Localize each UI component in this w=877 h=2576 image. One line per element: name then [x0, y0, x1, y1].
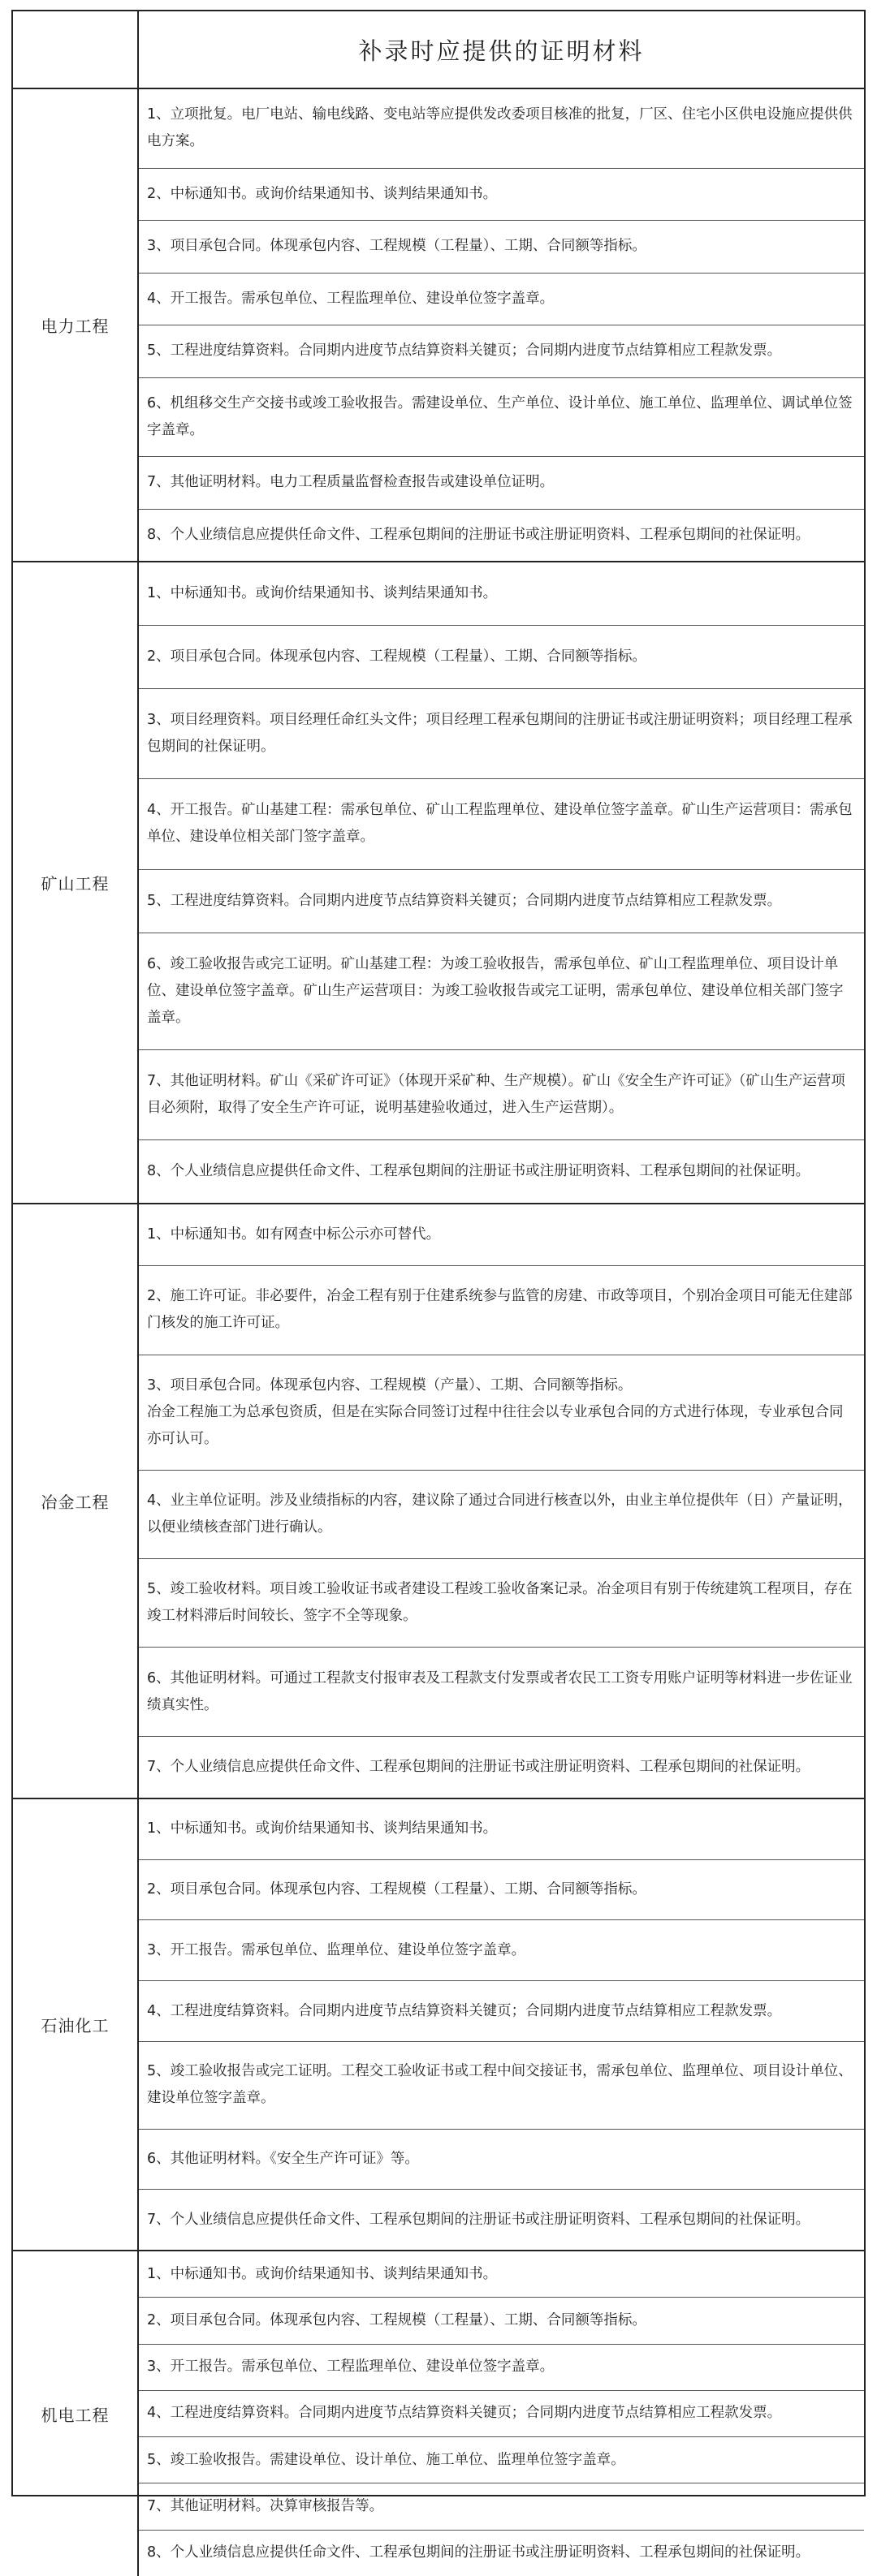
- requirement-list: [139, 1799, 864, 2250]
- requirement-text: 6、机组移交生产交接书或竣工验收报告。需建设单位、生产单位、设计单位、施工单位、监理单位、调试单位签字盖章。: [147, 394, 853, 438]
- requirement-cell: [139, 1860, 864, 1921]
- requirement-cell: [139, 1355, 864, 1471]
- requirement-cell: [139, 2251, 864, 2298]
- requirement-text: 3、项目经理资料。项目经理任命红头文件；项目经理工程承包期间的注册证书或注册证明资料；项目经理工程承包期间的社保证明。: [147, 712, 853, 756]
- section-row: [13, 562, 864, 1204]
- requirement-text: 5、工程进度结算资料。合同期内进度节点结算资料关键页；合同期内进度节点结算相应工程款发票。: [147, 892, 782, 909]
- requirement-cell: [139, 870, 864, 933]
- requirement-text: 8、个人业绩信息应提供任命文件、工程承包期间的注册证书或注册证明资料、工程承包期间的社保证明。: [147, 1162, 810, 1179]
- section-row: [13, 1204, 864, 1799]
- requirement-cell: [139, 1737, 864, 1798]
- requirement-cell: [139, 1920, 864, 1981]
- requirement-text: 4、工程进度结算资料。合同期内进度节点结算资料关键页；合同期内进度节点结算相应工程款发票。: [147, 2405, 782, 2422]
- requirement-text: 3、开工报告。需承包单位、监理单位、建设单位签字盖章。: [147, 1941, 526, 1958]
- requirement-cell: [139, 1204, 864, 1266]
- requirement-text: 1、中标通知书。或询价结果通知书、谈判结果通知书。: [147, 585, 498, 602]
- requirement-cell: [139, 1559, 864, 1648]
- requirement-text: 7、其他证明材料。矿山《采矿许可证》（体现开采矿种、生产规模）。矿山《安全生产许可证》（矿山生产运营项目必须附，取得了安全生产许可证，说明基建验收通过，进入生产运营期）。: [147, 1072, 845, 1116]
- category-cell: 机电工程: [13, 2251, 139, 2576]
- requirement-text: 6、竣工验收报告或完工证明。矿山基建工程：为竣工验收报告，需承包单位、矿山工程监理单位、项目设计单位、建设单位签字盖章。矿山生产运营项目：为竣工验收报告或完工证明，需承包单位、建设单位相关部门签字盖章。: [147, 955, 844, 1026]
- requirement-text: 4、业主单位证明。涉及业绩指标的内容，建议除了通过合同进行核查以外，由业主单位提供年（日）产量证明，以便业绩核查部门进行确认。: [147, 1492, 853, 1536]
- requirement-text: 3、项目承包合同。体现承包内容、工程规模（产量）、工期、合同额等指标。: [147, 1376, 633, 1394]
- table-body: [13, 89, 864, 2576]
- requirement-cell: [139, 2042, 864, 2130]
- requirement-cell: [139, 274, 864, 326]
- requirement-cell: [139, 1266, 864, 1355]
- requirement-cell: [139, 2130, 864, 2190]
- requirement-cell: [139, 1648, 864, 1736]
- requirement-text: 2、施工许可证。非必要件，冶金工程有别于住建系统参与监管的房建、市政等项目，个别冶金项目可能无住建部门核发的施工许可证。: [147, 1288, 853, 1332]
- requirement-cell: [139, 378, 864, 458]
- requirement-cell: [139, 2345, 864, 2391]
- requirement-cell: [139, 325, 864, 378]
- requirement-text: 冶金工程施工为总承包资质，但是在实际合同签订过程中往往会以专业承包合同的方式进行体现，专业承包合同亦可认可。: [147, 1403, 844, 1447]
- requirement-text: 7、个人业绩信息应提供任命文件、工程承包期间的注册证书或注册证明资料、工程承包期间的社保证明。: [147, 2211, 810, 2228]
- category-cell: 石油化工: [13, 1799, 139, 2250]
- category-cell: 电力工程: [13, 89, 139, 561]
- requirement-text: 5、竣工验收报告或完工证明。工程交工验收证书或工程中间交接证书，需承包单位、监理单位、项目设计单位、建设单位签字盖章。: [147, 2063, 853, 2107]
- requirement-text: 2、中标通知书。或询价结果通知书、谈判结果通知书。: [147, 185, 498, 202]
- requirement-cell: [139, 510, 864, 562]
- requirement-cell: [139, 457, 864, 510]
- requirement-text: 1、中标通知书。如有网查中标公示亦可替代。: [147, 1226, 441, 1243]
- requirement-list: [139, 89, 864, 561]
- table-title: 补录时应提供的证明材料: [358, 37, 645, 65]
- requirement-cell: [139, 1799, 864, 1860]
- requirement-cell: [139, 2483, 864, 2530]
- requirement-cell: [139, 2437, 864, 2483]
- requirement-text: 7、个人业绩信息应提供任命文件、工程承包期间的注册证书或注册证明资料、工程承包期间的社保证明。: [147, 1758, 810, 1775]
- requirement-cell: [139, 169, 864, 222]
- requirement-text: 4、开工报告。矿山基建工程：需承包单位、矿山工程监理单位、建设单位签字盖章。矿山生产运营项目：需承包单位、建设单位相关部门签字盖章。: [147, 802, 853, 846]
- requirement-text: 1、中标通知书。或询价结果通知书、谈判结果通知书。: [147, 2265, 498, 2282]
- requirement-text: 3、项目承包合同。体现承包内容、工程规模（工程量）、工期、合同额等指标。: [147, 238, 646, 255]
- section-row: [13, 2251, 864, 2576]
- requirement-cell: [139, 2391, 864, 2437]
- requirement-cell: [139, 89, 864, 169]
- requirement-cell: [139, 1140, 864, 1203]
- header-blank-cell: [13, 11, 139, 88]
- requirement-cell: [139, 2531, 864, 2576]
- requirement-cell: [139, 2298, 864, 2344]
- requirement-text: 7、其他证明材料。电力工程质量监督检查报告或建设单位证明。: [147, 474, 555, 491]
- requirement-text: 4、工程进度结算资料。合同期内进度节点结算资料关键页；合同期内进度节点结算相应工程款发票。: [147, 2002, 782, 2019]
- requirement-text: 1、中标通知书。或询价结果通知书、谈判结果通知书。: [147, 1820, 498, 1837]
- requirement-cell: [139, 562, 864, 626]
- requirement-list: [139, 562, 864, 1203]
- requirement-text: 5、竣工验收报告。需建设单位、设计单位、施工单位、监理单位签字盖章。: [147, 2451, 625, 2468]
- requirement-cell: [139, 779, 864, 869]
- requirement-cell: [139, 221, 864, 274]
- requirement-cell: [139, 1471, 864, 1559]
- requirement-text: 6、其他证明材料。可通过工程款支付报审表及工程款支付发票或者农民工工资专用账户证明等材料进一步佐证业绩真实性。: [147, 1669, 853, 1713]
- category-cell: 矿山工程: [13, 562, 139, 1203]
- requirement-list: [139, 2251, 864, 2576]
- requirement-text: 2、项目承包合同。体现承包内容、工程规模（工程量）、工期、合同额等指标。: [147, 648, 646, 666]
- requirement-cell: [139, 689, 864, 779]
- materials-table: [11, 10, 866, 2561]
- requirement-cell: [139, 626, 864, 689]
- category-cell: 冶金工程: [13, 1204, 139, 1798]
- requirement-cell: [139, 2190, 864, 2250]
- requirement-text: 6、其他证明材料。《安全生产许可证》等。: [147, 2150, 419, 2167]
- requirement-text: 7、其他证明材料。决算审核报告等。: [147, 2498, 384, 2515]
- requirement-cell: [139, 933, 864, 1050]
- section-row: [13, 1799, 864, 2251]
- table-header-row: [13, 11, 864, 89]
- requirement-text: 8、个人业绩信息应提供任命文件、工程承包期间的注册证书或注册证明资料、工程承包期间的社保证明。: [147, 2544, 810, 2561]
- requirement-text: 5、竣工验收材料。项目竣工验收证书或者建设工程竣工验收备案记录。冶金项目有别于传统建筑工程项目，存在竣工材料滞后时间较长、签字不全等现象。: [147, 1581, 853, 1625]
- requirement-text: 4、开工报告。需承包单位、工程监理单位、建设单位签字盖章。: [147, 290, 555, 307]
- requirement-text: 2、项目承包合同。体现承包内容、工程规模（工程量）、工期、合同额等指标。: [147, 2311, 646, 2328]
- requirement-cell: [139, 1981, 864, 2042]
- requirement-cell: [139, 1050, 864, 1140]
- requirement-text: 2、项目承包合同。体现承包内容、工程规模（工程量）、工期、合同额等指标。: [147, 1881, 646, 1898]
- requirement-text: 8、个人业绩信息应提供任命文件、工程承包期间的注册证书或注册证明资料、工程承包期间的社保证明。: [147, 526, 810, 543]
- section-row: [13, 89, 864, 562]
- requirement-text: 1、立项批复。电厂电站、输电线路、变电站等应提供发改委项目核准的批复，厂区、住宅小区供电设施应提供供电方案。: [147, 106, 853, 150]
- requirement-text: 5、工程进度结算资料。合同期内进度节点结算资料关键页；合同期内进度节点结算相应工程款发票。: [147, 342, 782, 360]
- requirement-text: 3、开工报告。需承包单位、工程监理单位、建设单位签字盖章。: [147, 2358, 555, 2376]
- requirement-list: [139, 1204, 864, 1798]
